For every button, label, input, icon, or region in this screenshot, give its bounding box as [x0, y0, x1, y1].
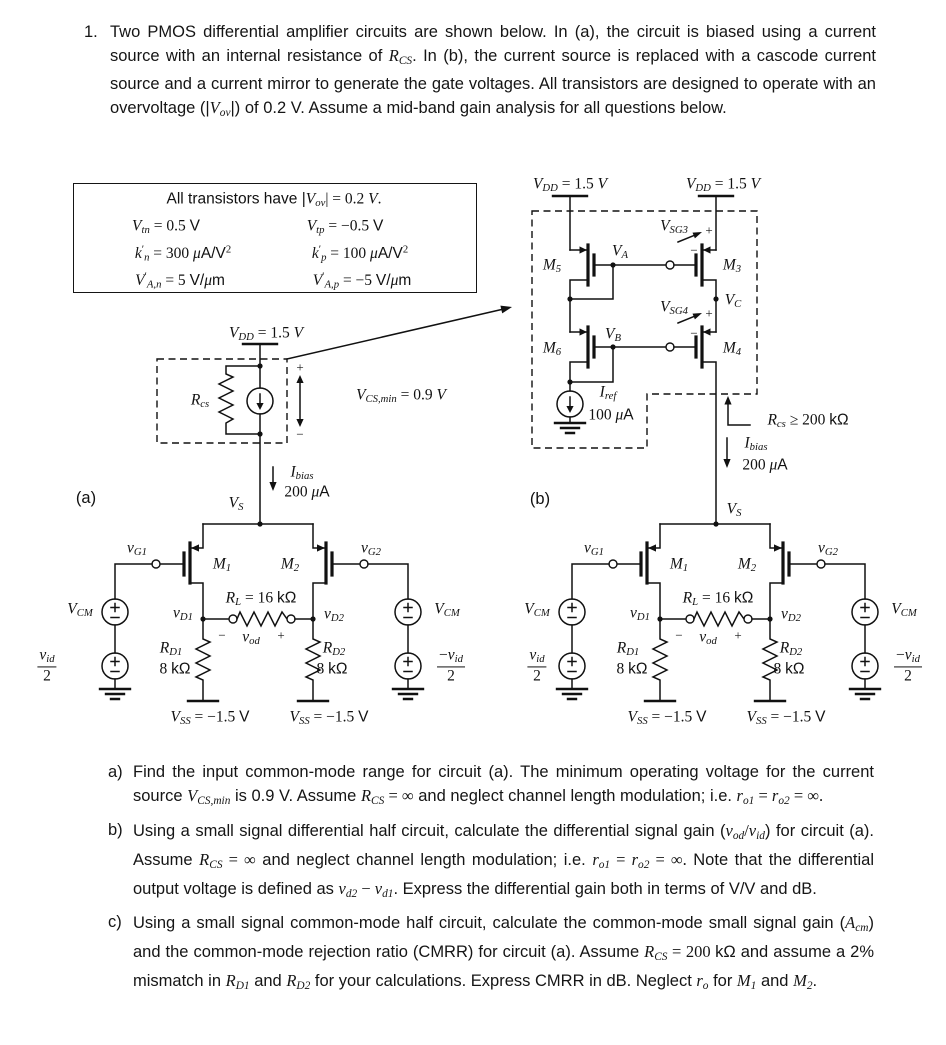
label-rcs-b: Rcs ≥ 200 kΩ — [767, 411, 849, 430]
ibias-arrow-a — [269, 467, 276, 491]
label-rcs-a: Rcs — [190, 391, 210, 410]
question-c — [108, 911, 874, 998]
resistor-rl-b — [660, 612, 770, 626]
param-van: V′A,n = 5 V/μm — [135, 270, 225, 291]
param-title: All transistors have |Vov| = 0.2 V. — [166, 190, 382, 209]
param-kn: k′n = 300 $\mu A/V^2$ — [134, 243, 232, 264]
problem-statement — [84, 21, 877, 125]
label-rd2-value-b: 8 kΩ — [773, 660, 805, 678]
current-source-a — [247, 388, 273, 524]
label-iref: Iref — [599, 383, 617, 402]
problem-number: 1. — [84, 23, 98, 41]
gate-node-vg2-b — [817, 560, 825, 568]
source-vcm-left-b — [559, 599, 585, 625]
label-vss2-b: VSS = −1.5 V — [746, 708, 826, 727]
label-vc: VC — [724, 291, 742, 310]
vcs-min-arrow — [296, 375, 303, 427]
source-vid-left-b — [559, 653, 585, 679]
label-circuit-a: (a) — [75, 488, 97, 507]
label-vcm-left-b: VCM — [524, 600, 550, 619]
label-iref-value: 100 μA — [588, 406, 634, 424]
questions-section — [0, 761, 946, 1004]
label-m3: M3 — [722, 256, 742, 275]
label-ibias-a: Ibias — [290, 463, 314, 482]
param-vtn: Vtn = 0.5 V — [132, 217, 200, 236]
label-vd1-a: vD1 — [173, 604, 193, 623]
label-vd1-b: vD1 — [630, 604, 650, 623]
source-vid-right-a — [395, 653, 421, 679]
label-va: VA — [612, 242, 628, 261]
label-vcsmin: VCS,min = 0.9 V — [356, 386, 446, 405]
label-vg1-a: vG1 — [127, 539, 147, 558]
question-c-marker: c) — [108, 913, 122, 932]
label-vdd-a: VDD = 1.5 V — [228, 324, 304, 343]
label-vs-a: VS — [228, 494, 244, 513]
question-b-marker: b) — [108, 820, 123, 839]
label-vd2-b: vD2 — [781, 605, 801, 624]
question-b-text: Using a small signal differential half circuit, calculate the differential signal gain (vod/vid) for circuit (a). Assume RCS = ∞ and neglect channel length modulation; i.e. ro1 = ro2 = ∞. Note that the differential output voltage is defined as vd2 − vd1. Express the differential gain both in terms of V/V and dB. — [133, 820, 875, 900]
label-vcm-right-a: VCM — [434, 600, 460, 619]
problem-text: Two PMOS differential amplifier circuits are shown below. In (a), the circuit is biased using a current source with an internal resistance of RCS. In (b), the current source is replaced with a cascode current source and a current mirror to generate the gate voltages. All transistors are designed to operate with an overvoltage (|Vov|) of 0.2 V. Assume a mid-band gain analysis for all questions below. — [110, 23, 877, 119]
arrow-to-cascode — [287, 306, 512, 359]
resistor-rcs-a — [219, 366, 260, 434]
label-vsg3: VSG3 — [660, 217, 688, 236]
ground-right-a — [393, 689, 423, 699]
ground-right-b — [850, 689, 880, 699]
question-a-text: Find the input common-mode range for circuit (a). The minimum operating voltage for the current source VCS,min is 0.9 V. Assume RCS = ∞ and neglect channel length modulation; i.e. ro1 = ro2 = ∞. — [133, 763, 874, 807]
label-vb: VB — [605, 325, 621, 344]
label-m4: M4 — [722, 339, 742, 358]
vdd-supply-b2 — [699, 196, 733, 250]
label-vg1-b: vG1 — [584, 539, 604, 558]
label-m1-a: M1 — [212, 555, 232, 574]
label-m6: M6 — [542, 339, 562, 358]
ibias-arrow-b — [723, 438, 730, 468]
vdd-supply-b1 — [553, 196, 587, 250]
label-rd1-b: RD1 — [616, 639, 640, 658]
label-vod-plus-b: + — [734, 627, 742, 643]
ground-left-b — [557, 689, 587, 699]
label-vcs-minus: − — [296, 426, 304, 442]
label-vcm-right-b: VCM — [891, 600, 917, 619]
label-vid-over-2-b: vid 2 — [529, 646, 545, 685]
m5-diode-tie — [570, 265, 613, 299]
question-a — [108, 761, 874, 813]
dashed-box-b — [532, 211, 757, 448]
label-vsg3-plus: + — [705, 222, 713, 238]
transistor-m4 — [696, 327, 716, 524]
label-vod-minus-b: − — [675, 627, 683, 643]
label-vsg4-plus: + — [705, 305, 713, 321]
resistor-rd1-a — [188, 619, 218, 701]
label-m1-b: M1 — [669, 555, 689, 574]
label-vsg4: VSG4 — [660, 298, 688, 317]
label-m2-b: M2 — [737, 555, 757, 574]
label-rd2-a: RD2 — [322, 639, 346, 658]
label-neg-vid-over-2-b: −vid 2 — [896, 646, 920, 685]
question-c-text: Using a small signal common-mode half circuit, calculate the common-mode small signal gain (Acm) and the common-mode rejection ratio (CMRR) for circuit (a). Assume RCS = 200 kΩ and assume a 2% mismatch in RD1 and RD2 for your calculations. Express CMRR in dB. Neglect ro for M1 and M2. — [133, 913, 874, 992]
question-a-marker: a) — [108, 763, 123, 781]
param-vtp: Vtp = −0.5 V — [306, 217, 384, 236]
rcs-pointer-b — [724, 396, 750, 425]
source-vcm-right-a — [395, 599, 421, 625]
label-rd2-value-a: 8 kΩ — [316, 660, 348, 678]
label-rl-b: RL = 16 kΩ — [682, 589, 754, 608]
label-ibias-value-a: 200 μA — [284, 483, 330, 501]
gate-node-vg2-a — [360, 560, 368, 568]
label-vss1-a: VSS = −1.5 V — [170, 708, 250, 727]
label-vsg3-minus: − — [690, 242, 698, 258]
gate-node-vg1-a — [152, 560, 160, 568]
label-ibias-value-b: 200 μA — [742, 456, 788, 474]
resistor-rd1-b — [645, 619, 675, 701]
circuit-b — [529, 196, 880, 701]
label-vod-b: vod — [699, 628, 717, 647]
label-vg2-a: vG2 — [361, 539, 381, 558]
problem-page — [0, 21, 946, 1045]
source-vcm-left-a — [102, 599, 128, 625]
label-vss1-b: VSS = −1.5 V — [627, 708, 707, 727]
label-vcm-left-a: VCM — [67, 600, 93, 619]
label-rd1-value-a: 8 kΩ — [159, 660, 191, 678]
label-vsg4-minus: − — [690, 325, 698, 341]
label-vd2-a: vD2 — [324, 605, 344, 624]
param-vap: V′A,p = −5 V/μm — [312, 270, 412, 291]
label-vid-over-2-a: vid 2 — [39, 646, 55, 685]
label-neg-vid-over-2-a: −vid 2 — [439, 646, 463, 685]
label-vcs-plus: + — [296, 359, 304, 375]
label-rd2-b: RD2 — [779, 639, 803, 658]
label-vss2-a: VSS = −1.5 V — [289, 708, 369, 727]
gate-node-vg1-b — [609, 560, 617, 568]
source-vid-left-a — [102, 653, 128, 679]
label-vod-plus-a: + — [277, 627, 285, 643]
label-circuit-b: (b) — [529, 489, 551, 508]
m6-diode-tie — [570, 347, 613, 382]
transistor-m2-b — [770, 524, 817, 619]
current-source-iref — [557, 382, 583, 423]
ground-iref — [555, 423, 585, 433]
resistor-rl-a — [203, 612, 313, 626]
label-vdd-b1: VDD = 1.5 V — [532, 175, 608, 194]
label-vod-a: vod — [242, 628, 260, 647]
label-rl-a: RL = 16 kΩ — [225, 589, 297, 608]
question-b — [108, 819, 875, 906]
source-vcm-right-b — [852, 599, 878, 625]
label-m2-a: M2 — [280, 555, 300, 574]
label-vod-minus-a: − — [218, 627, 226, 643]
label-ibias-b: Ibias — [744, 434, 768, 453]
label-rd1-a: RD1 — [159, 639, 183, 658]
source-vid-right-b — [852, 653, 878, 679]
label-vdd-b2: VDD = 1.5 V — [685, 175, 761, 194]
transistor-m2-a — [313, 524, 360, 619]
label-rd1-value-b: 8 kΩ — [616, 660, 648, 678]
label-vg2-b: vG2 — [818, 539, 838, 558]
circuit-figure — [0, 161, 946, 761]
param-kp: k′p = 100 $\mu A/V^2$ — [311, 243, 409, 264]
dashed-box-a — [157, 359, 287, 443]
ground-left-a — [100, 689, 130, 699]
label-vs-b: VS — [726, 500, 742, 519]
label-m5: M5 — [542, 256, 562, 275]
